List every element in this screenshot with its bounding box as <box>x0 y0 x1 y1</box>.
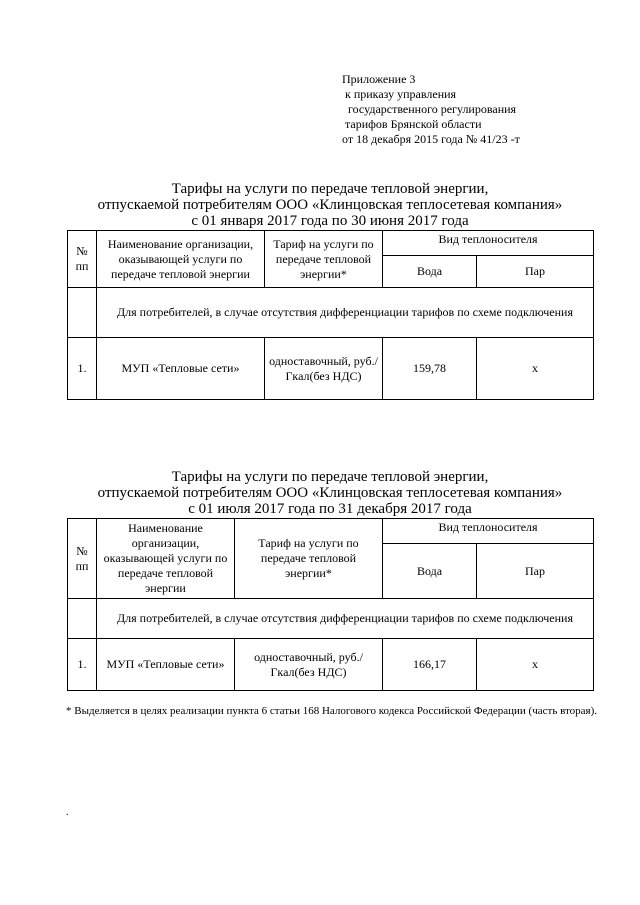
tariff-title-2 <box>60 469 600 517</box>
header-steam: Пар <box>477 256 594 288</box>
header-org: Наименование организации, оказывающей услуги по передаче тепловой энергии <box>97 231 265 288</box>
appendix-line: Приложение 3 <box>342 72 416 86</box>
footnote: * Выделяется в целях реализации пункта 6 статьи 168 Налогового кодекса Российской Федерации (часть вторая). <box>66 705 598 717</box>
header-num: № пп <box>68 231 97 288</box>
row-org: МУП «Тепловые сети» <box>97 338 265 400</box>
header-num: № пп <box>68 519 97 599</box>
note-row: Для потребителей, в случае отсутствия дифференциации тарифов по схеме подключения <box>97 288 594 338</box>
title-line: отпускаемой потребителям ООО «Клинцовская теплосетевая компания» <box>97 197 563 213</box>
title-line: отпускаемой потребителям ООО «Клинцовская теплосетевая компания» <box>97 485 563 501</box>
header-tariff: Тариф на услуги по передаче тепловой энергии* <box>265 231 383 288</box>
row-num: 1. <box>68 639 97 691</box>
appendix-line: тарифов Брянской области <box>342 117 482 131</box>
title-line: Тарифы на услуги по передаче тепловой энергии, <box>171 469 489 485</box>
row-water: 166,17 <box>383 639 477 691</box>
appendix-line: государственного регулирования <box>342 102 517 116</box>
row-steam: х <box>477 338 594 400</box>
row-tariff: одноставочный, руб./Гкал(без НДС) <box>235 639 383 691</box>
appendix-header <box>342 72 520 147</box>
header-water: Вода <box>383 544 477 599</box>
appendix-line: к приказу управления <box>342 87 457 101</box>
stray-dot: . <box>66 807 69 818</box>
tariff-title-1 <box>60 181 600 229</box>
header-water: Вода <box>383 256 477 288</box>
row-org: МУП «Тепловые сети» <box>97 639 235 691</box>
header-carrier: Вид теплоносителя <box>383 519 594 544</box>
header-org: Наименование организации, оказывающей услуги по передаче тепловой энергии <box>97 519 235 599</box>
header-tariff: Тариф на услуги по передаче тепловой энергии* <box>235 519 383 599</box>
title-line: с 01 июля 2017 года по 31 декабря 2017 года <box>188 501 472 517</box>
appendix-line: от 18 декабря 2015 года № 41/23 -т <box>342 132 520 146</box>
row-steam: х <box>477 639 594 691</box>
row-water: 159,78 <box>383 338 477 400</box>
header-carrier: Вид теплоносителя <box>383 231 594 256</box>
empty-cell <box>68 288 97 338</box>
title-line: с 01 января 2017 года по 30 июня 2017 года <box>191 213 469 229</box>
row-num: 1. <box>68 338 97 400</box>
empty-cell <box>68 599 97 639</box>
row-tariff: одноставочный, руб./Гкал(без НДС) <box>265 338 383 400</box>
note-row: Для потребителей, в случае отсутствия дифференциации тарифов по схеме подключения <box>97 599 594 639</box>
tariff-table-1 <box>67 230 594 400</box>
header-steam: Пар <box>477 544 594 599</box>
tariff-table-2 <box>67 518 594 691</box>
title-line: Тарифы на услуги по передаче тепловой энергии, <box>171 181 489 197</box>
